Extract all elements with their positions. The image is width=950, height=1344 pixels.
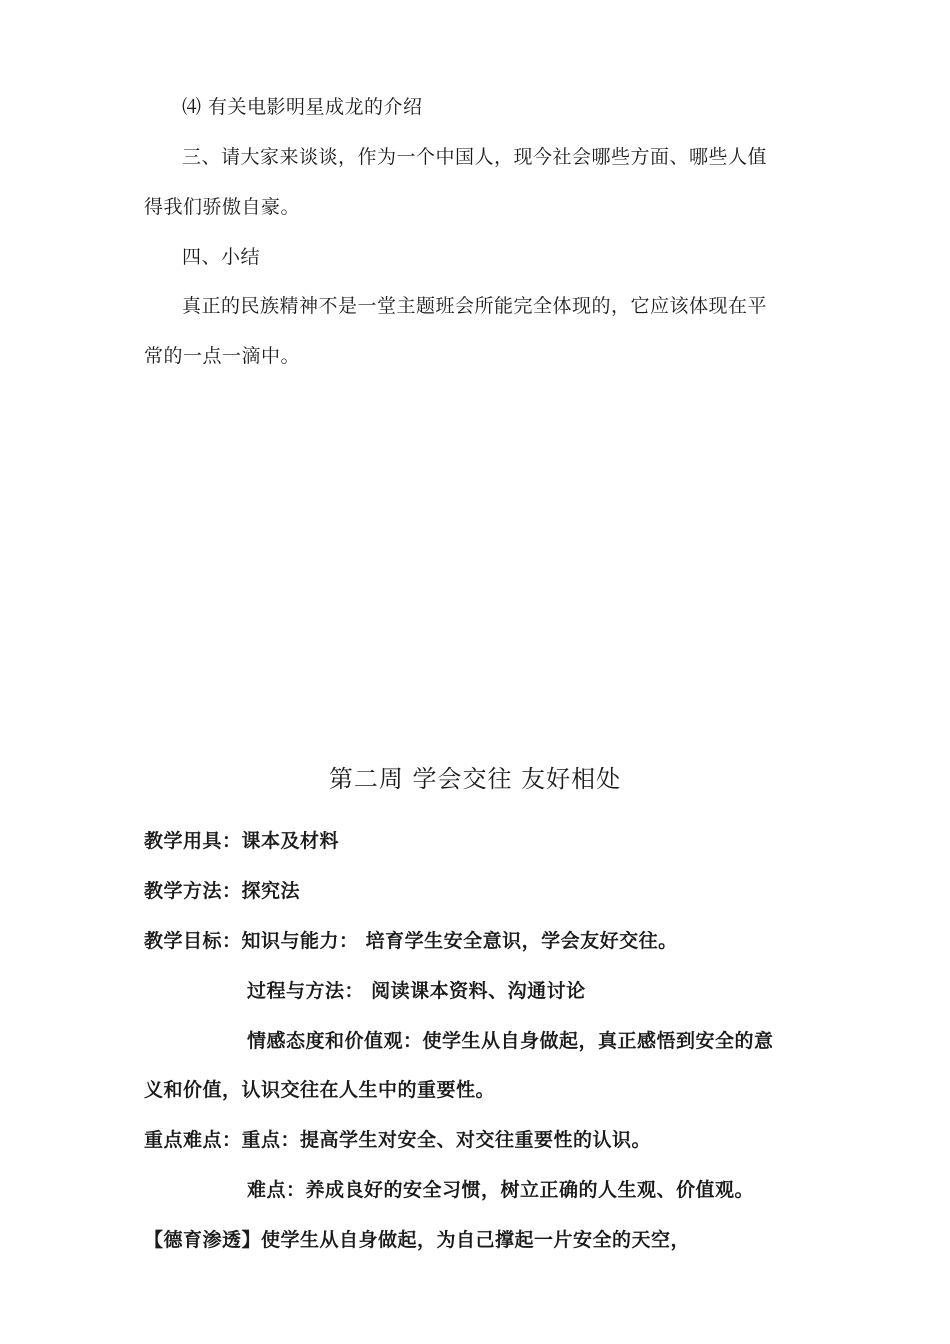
goal-process: 过程与方法： 阅读课本资料、沟通讨论: [247, 980, 586, 1002]
summary-line-1: 真正的民族精神不是一堂主题班会所能完全体现的，它应该体现在平: [182, 295, 768, 317]
page-title: 第二周 学会交往 友好相处: [328, 765, 622, 793]
part-4-heading: 四、小结: [182, 246, 261, 268]
goal-knowledge: 教学目标：知识与能力： 培育学生安全意识，学会友好交往。: [144, 930, 678, 952]
key-point: 重点难点：重点：提高学生对安全、对交往重要性的认识。: [144, 1129, 652, 1151]
summary-line-2: 常的一点一滴中。: [144, 345, 301, 367]
difficult-point: 难点：养成良好的安全习惯，树立正确的人生观、价值观。: [247, 1179, 755, 1201]
goal-emotion-line-2: 义和价值，认识交往在人生中的重要性。: [144, 1079, 496, 1101]
goal-emotion-line-1: 情感态度和价值观：使学生从自身做起，真正感悟到安全的意: [247, 1030, 774, 1052]
teaching-method: 教学方法：探究法: [144, 880, 301, 902]
part-3-line-2: 得我们骄傲自豪。: [144, 196, 301, 218]
moral-education: 【德育渗透】使学生从自身做起，为自己撑起一片安全的天空，: [144, 1229, 691, 1251]
item-4-text: ⑷ 有关电影明星成龙的介绍: [182, 96, 423, 118]
teaching-tools: 教学用具：课本及材料: [144, 830, 340, 852]
part-3-line-1: 三、请大家来谈谈，作为一个中国人，现今社会哪些方面、哪些人值: [182, 146, 768, 168]
